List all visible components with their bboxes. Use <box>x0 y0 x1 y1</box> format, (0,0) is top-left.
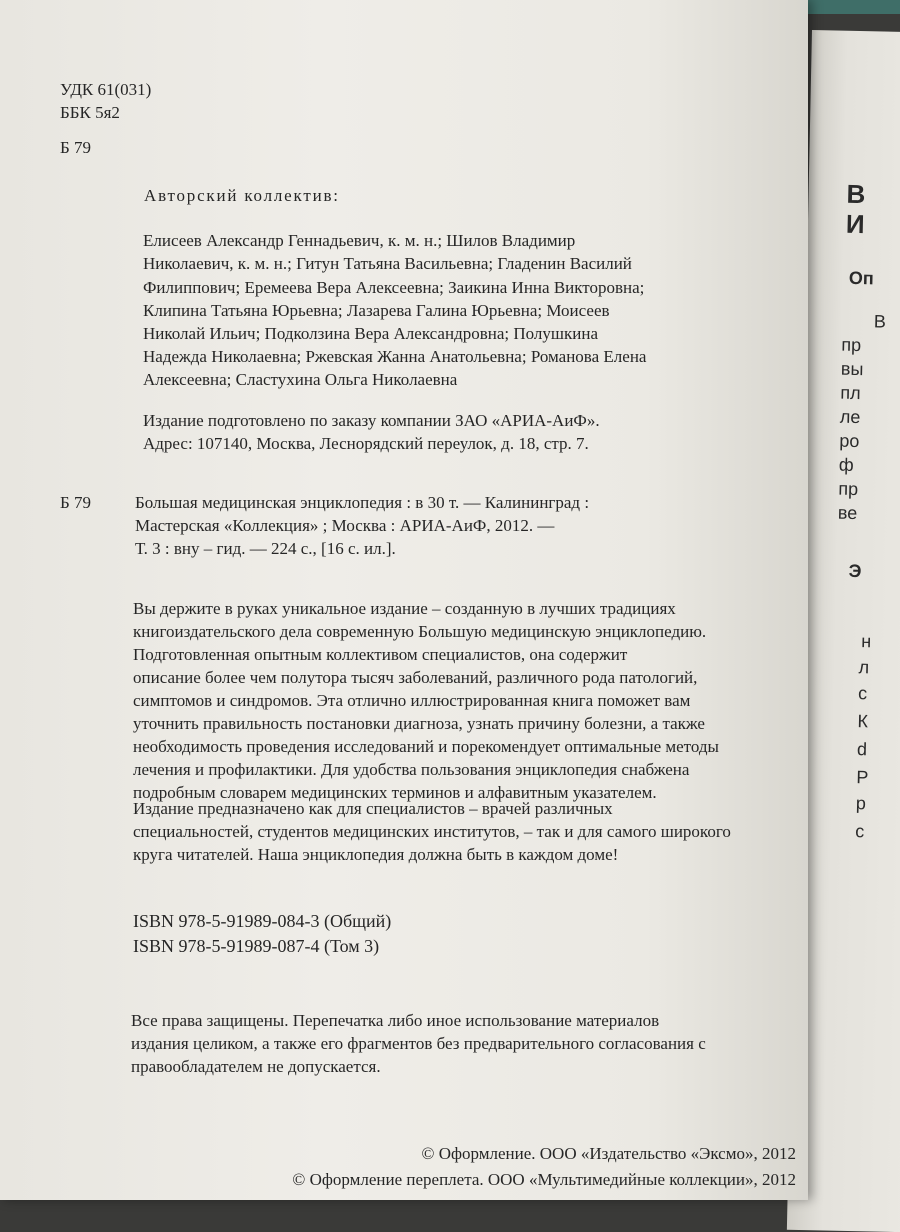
facing-page-fragment: л <box>858 657 870 678</box>
annotation-line: описание более чем полутора тысяч заболеваний, различного рода патологий, <box>133 668 698 687</box>
facing-page-fragment: вы <box>840 358 864 380</box>
authors-line: Алексеевна; Сластухина Ольга Николаевна <box>143 370 458 389</box>
facing-page-fragment: В <box>846 178 866 210</box>
authors-line: Филиппович; Еремеева Вера Алексеевна; Заикина Инна Викторовна; <box>143 278 645 297</box>
authors-line: Клипина Татьяна Юрьевна; Лазарева Галина Юрьевна; Моисеев <box>143 301 610 320</box>
facing-page-fragment: Оп <box>848 267 874 289</box>
authors-heading: Авторский коллектив: <box>144 186 340 205</box>
rights-line: Все права защищены. Перепечатка либо иное использование материалов <box>131 1011 660 1030</box>
facing-page-fragment: В <box>873 311 887 332</box>
biblio-line: Т. 3 : вну – гид. — 224 с., [16 с. ил.]. <box>135 539 396 558</box>
annotation-line: лечения и профилактики. Для удобства пользования энциклопедия снабжена <box>133 760 690 779</box>
udk-code: УДК 61(031) <box>60 80 152 99</box>
facing-page-fragment: ве <box>837 502 858 524</box>
annotation-line: уточнить правильность постановки диагноза, узнать причину болезни, а также <box>133 714 705 733</box>
facing-page-fragment: н <box>861 631 872 652</box>
authors-line: Николай Ильич; Подколзина Вера Александровна; Полушкина <box>143 324 598 343</box>
facing-page-fragment: с <box>857 683 868 704</box>
publisher-address: Адрес: 107140, Москва, Леснорядский переулок, д. 18, стр. 7. <box>143 434 589 453</box>
biblio-author-mark: Б 79 <box>60 493 92 512</box>
facing-page-fragment: пл <box>840 382 861 404</box>
annotation-line: симптомов и синдромов. Эта отлично иллюстрированная книга поможет вам <box>133 691 691 710</box>
facing-page-fragment: И <box>845 208 865 240</box>
audience-line: круга читателей. Наша энциклопедия должна быть в каждом доме! <box>133 845 619 864</box>
bbk-code: ББК 5я2 <box>60 103 120 122</box>
copyright-binding-text: © Оформление переплета. ООО «Мультимедийные коллекции», 2012 <box>292 1170 796 1189</box>
facing-page-fragment: р <box>855 793 867 814</box>
authors-line: Надежда Николаевна; Ржевская Жанна Анатольевна; Романова Елена <box>143 347 647 366</box>
copyright-binding <box>0 1170 808 1190</box>
facing-page-fragment: К <box>857 711 869 732</box>
authors-line: Николаевич, к. м. н.; Гитун Татьяна Васильевна; Гладенин Василий <box>143 254 632 273</box>
annotation-line: Вы держите в руках уникальное издание – созданную в лучших традициях <box>133 599 676 618</box>
facing-page-fragment: ф <box>838 454 854 475</box>
audience-line: специальностей, студентов медицинских институтов, – так и для самого широкого <box>133 822 731 841</box>
isbn-volume: ISBN 978-5-91989-087-4 (Том 3) <box>133 936 380 956</box>
facing-page-fragment: пр <box>838 478 859 500</box>
annotation-line: подробным словарем медицинских терминов и алфавитным указателем. <box>133 783 657 802</box>
copyright-design-text: © Оформление. ООО «Издательство «Эксмо», 2012 <box>421 1144 796 1163</box>
isbn-general: ISBN 978-5-91989-084-3 (Общий) <box>133 911 392 931</box>
publisher-note: Издание подготовлено по заказу компании ЗАО «АРИА-АиФ». <box>143 411 600 430</box>
copyright-design <box>0 1144 808 1164</box>
facing-page-fragment: ле <box>839 406 861 428</box>
biblio-line: Большая медицинская энциклопедия : в 30 т. — Калининград : <box>135 493 590 512</box>
facing-page-fragment: Э <box>848 560 862 582</box>
annotation-line: необходимость проведения исследований и порекомендует оптимальные методы <box>133 737 719 756</box>
facing-page-fragment: Р <box>856 767 869 788</box>
annotation-line: книгоиздательского дела современную Большую медицинскую энциклопедию. <box>133 622 707 641</box>
annotation-line: Подготовленная опытным коллективом специалистов, она содержит <box>133 645 628 664</box>
rights-line: издания целиком, а также его фрагментов без предварительного согласования с <box>131 1034 706 1053</box>
facing-page-fragment: с <box>855 821 865 842</box>
facing-page-fragment: ро <box>839 430 860 452</box>
audience-line: Издание предназначено как для специалистов – врачей различных <box>133 799 613 818</box>
facing-page-fragment: d <box>856 739 868 760</box>
biblio-line: Мастерская «Коллекция» ; Москва : АРИА-АиФ, 2012. — <box>135 516 555 535</box>
author-mark: Б 79 <box>60 138 92 157</box>
rights-line: правообладателем не допускается. <box>131 1057 381 1076</box>
authors-line: Елисеев Александр Геннадьевич, к. м. н.; Шилов Владимир <box>143 231 576 250</box>
facing-page-fragment: пр <box>841 334 862 356</box>
